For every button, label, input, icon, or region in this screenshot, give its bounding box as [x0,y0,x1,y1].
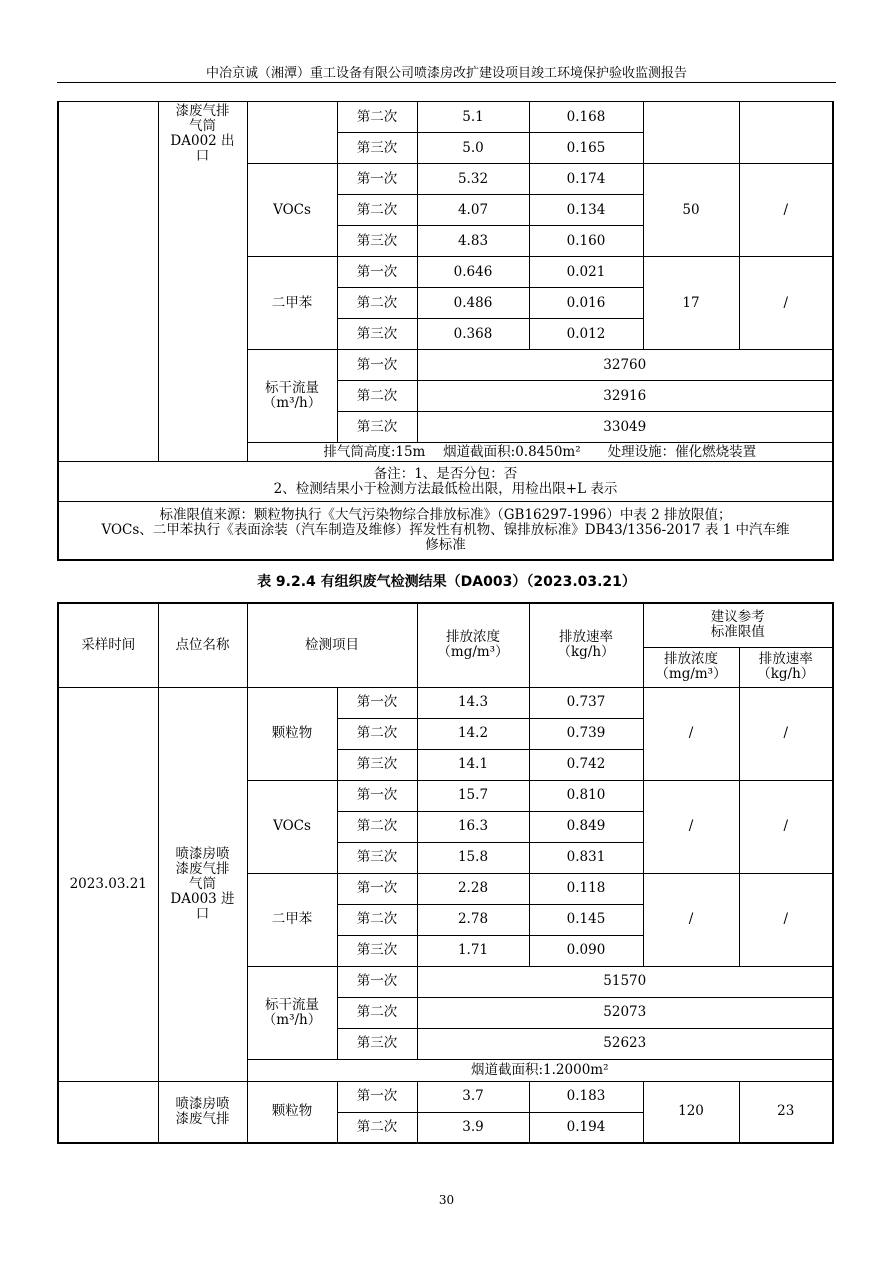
item-label: 二甲苯 [247,873,337,966]
standard-source-cell [58,502,833,560]
flow-label: 标干流量 [265,380,319,396]
rate-value: 0.118 [529,873,643,904]
conc-value: 2.28 [417,873,529,904]
time-cell-empty [58,102,158,462]
header-rate [529,603,643,687]
stack-info: 排气筒高度:15m 烟道截面积:0.8450m² 处理设施：催化燃烧装置 [247,443,833,462]
conc-value: 1.71 [417,935,529,966]
conc-value: 2.78 [417,904,529,935]
header-conc-label: 排放浓度 [446,629,500,646]
item-cell-empty [247,102,337,164]
time-label: 第一次 [337,966,417,997]
rate-value: 0.134 [529,195,643,226]
time-label: 第三次 [337,412,417,443]
conc-value: 4.07 [417,195,529,226]
header-limit [643,603,833,647]
time-label: 第一次 [337,1081,417,1112]
time-label: 第一次 [337,873,417,904]
header-limit-rate [739,647,833,687]
rate-value: 0.831 [529,842,643,873]
header-conc-unit: （mg/m³） [437,644,509,661]
rate-value: 0.739 [529,718,643,749]
rate-value: 0.160 [529,226,643,257]
page-number: 30 [438,1193,455,1207]
flow-unit: （m³/h） [262,395,322,411]
header-limit-conc-label: 排放浓度 [664,651,718,667]
time-label: 第一次 [337,350,417,381]
conc-value: 14.1 [417,749,529,780]
time-label: 第三次 [337,319,417,350]
time-label: 第一次 [337,687,417,718]
item-label: 颗粒物 [247,1081,337,1143]
time-label: 第二次 [337,997,417,1028]
limit-rate: / [739,164,833,257]
conc-value: 15.8 [417,842,529,873]
header-conc [417,603,529,687]
limit-conc: 120 [643,1081,739,1143]
flow-label-cell [247,966,337,1059]
time-label: 第二次 [337,811,417,842]
limit-conc: 17 [643,257,739,350]
header-limit-conc-unit: （mg/m³） [655,666,727,682]
header-item: 检测项目 [247,603,417,687]
flow-label: 标干流量 [265,996,319,1013]
time-cell-empty [58,1081,158,1143]
time-label: 第二次 [337,288,417,319]
header-limit-conc [643,647,739,687]
conc-value: 14.2 [417,718,529,749]
flow-value: 52073 [417,997,833,1028]
limit-rate: / [739,257,833,350]
time-label: 第一次 [337,257,417,288]
emission-table-da002 [57,101,834,561]
conc-value: 16.3 [417,811,529,842]
conc-value: 4.83 [417,226,529,257]
conc-value: 5.0 [417,133,529,164]
flow-value: 51570 [417,966,833,997]
conc-value: 0.368 [417,319,529,350]
rate-value: 0.174 [529,164,643,195]
time-label: 第三次 [337,1028,417,1059]
time-label: 第一次 [337,780,417,811]
limit-conc: / [643,687,739,780]
standard-line-3: 修标准 [425,536,466,553]
rate-value: 0.742 [529,749,643,780]
limit-conc: 50 [643,164,739,257]
time-label: 第三次 [337,226,417,257]
conc-value: 3.7 [417,1081,529,1112]
header-limit-line1: 建议参考 [710,609,765,626]
time-label: 第三次 [337,935,417,966]
flow-value: 33049 [417,412,833,443]
conc-value: 5.32 [417,164,529,195]
item-label: VOCs [247,164,337,257]
flow-value: 52623 [417,1028,833,1059]
limit-conc: / [643,780,739,873]
rate-value: 0.810 [529,780,643,811]
conc-value: 0.486 [417,288,529,319]
header-limit-rate-unit: （kg/h） [757,666,815,682]
flow-label-cell [247,350,337,443]
time-label: 第三次 [337,133,417,164]
table-caption: 表 9.2.4 有组织废气检测结果（DA003）（2023.03.21） [257,574,636,590]
rate-value: 0.021 [529,257,643,288]
remark-2: 2、检测结果小于检测方法最低检出限，用检出限+L 表示 [273,480,618,497]
conc-value: 3.9 [417,1112,529,1143]
time-label: 第二次 [337,1112,417,1143]
conc-value: 0.646 [417,257,529,288]
header-limit-rate-label: 排放速率 [758,651,813,667]
limit-rate-empty [739,102,833,164]
standard-line-1: 标准限值来源：颗粒物执行《大气污染物综合排放标准》（GB16297-1996）中表 2 排放限值； [159,506,732,523]
rate-value: 0.194 [529,1112,643,1143]
time-label: 第二次 [337,102,417,133]
standard-line-2: VOCs、二甲苯执行《表面涂装（汽车制造及维修）挥发性有机物、镍排放标准》DB43/1356-2017 表 1 中汽车维 [101,521,790,538]
rate-value: 0.165 [529,133,643,164]
item-label: 二甲苯 [247,257,337,350]
limit-rate: 23 [739,1081,833,1143]
time-label: 第二次 [337,904,417,935]
conc-value: 5.1 [417,102,529,133]
rate-value: 0.849 [529,811,643,842]
rate-value: 0.168 [529,102,643,133]
limit-rate: / [739,873,833,966]
time-label: 第二次 [337,718,417,749]
item-label: 颗粒物 [247,687,337,780]
flow-value: 32760 [417,350,833,381]
page-header: 中冶京诚（湘潭）重工设备有限公司喷漆房改扩建设项目竣工环境保护验收监测报告 [205,66,687,81]
rate-value: 0.090 [529,935,643,966]
flow-unit: （m³/h） [262,1011,322,1028]
header-rate-label: 排放速率 [559,629,613,646]
header-divider [57,82,836,83]
limit-conc: / [643,873,739,966]
limit-conc-empty [643,102,739,164]
point-name-cell: 漆废气排 气筒 DA002 出 口 [158,102,247,462]
remark-1: 备注：1、是否分包：否 [373,465,518,482]
rate-value: 0.012 [529,319,643,350]
emission-table-da003 [57,602,834,1144]
limit-rate: / [739,780,833,873]
rate-value: 0.737 [529,687,643,718]
sampling-date: 2023.03.21 [58,687,158,1081]
time-label: 第二次 [337,381,417,412]
time-label: 第三次 [337,842,417,873]
point-name-cell: 喷漆房喷 漆废气排 气筒 DA003 进 口 [158,687,247,1081]
conc-value: 14.3 [417,687,529,718]
duct-area: 烟道截面积:1.2000m² [247,1059,833,1081]
header-time: 采样时间 [58,603,158,687]
header-limit-line2: 标准限值 [710,624,765,641]
rate-value: 0.145 [529,904,643,935]
flow-value: 32916 [417,381,833,412]
item-label: VOCs [247,780,337,873]
header-point: 点位名称 [158,603,247,687]
time-label: 第一次 [337,164,417,195]
point-name-cell: 喷漆房喷 漆废气排 [158,1081,247,1143]
rate-value: 0.016 [529,288,643,319]
time-label: 第三次 [337,749,417,780]
limit-rate: / [739,687,833,780]
time-label: 第二次 [337,195,417,226]
rate-value: 0.183 [529,1081,643,1112]
remarks-cell [58,462,833,502]
header-rate-unit: （kg/h） [557,644,615,661]
conc-value: 15.7 [417,780,529,811]
